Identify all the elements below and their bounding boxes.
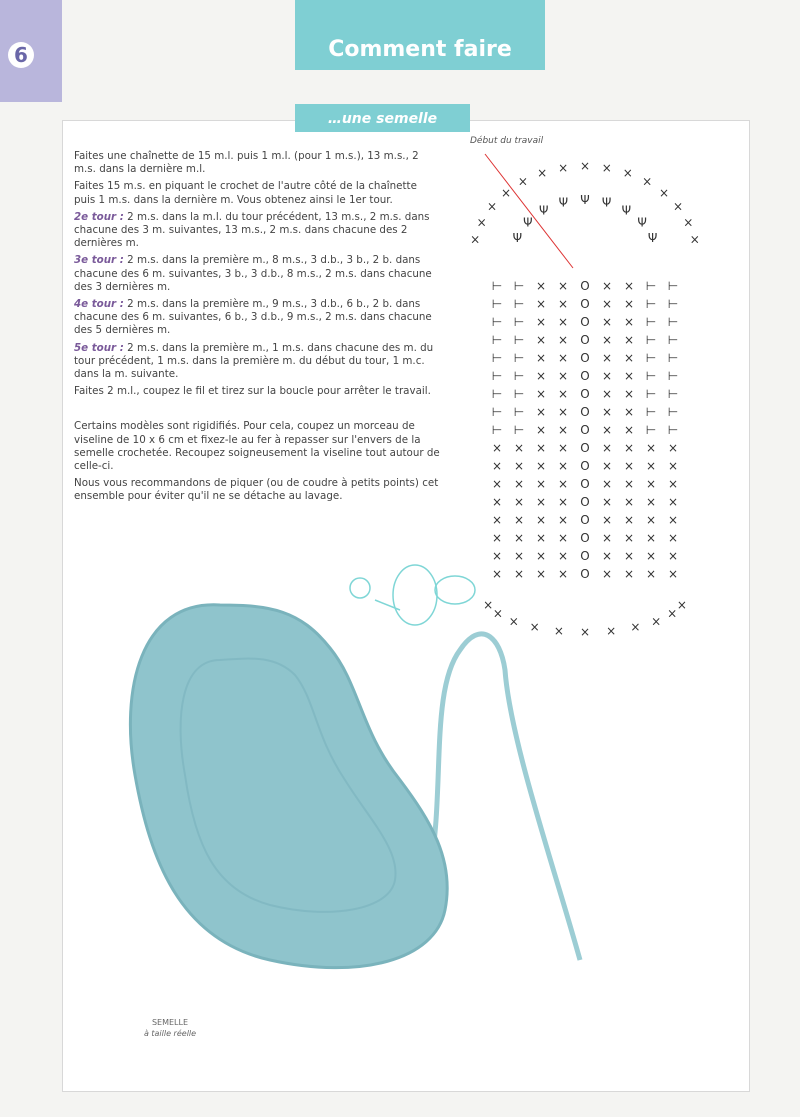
stitch-symbol: ⊢ — [667, 315, 679, 329]
stitch-symbol: × — [491, 549, 503, 563]
note-paragraph: Certains modèles sont rigidifiés. Pour cela, coupez un morceau de viseline de 10 x 6 cm et fixez-le au fer à repasser sur l'envers de la semelle crochetée. Recoupez soigneusement la viseline tout autour de celle-ci. — [74, 420, 440, 473]
stitch-symbol: ⊢ — [645, 279, 657, 293]
photo-caption — [140, 1017, 200, 1039]
stitch-symbol: × — [622, 166, 633, 180]
stitch-symbol: × — [601, 315, 613, 329]
stitch-symbol: ⊢ — [513, 351, 525, 365]
stitch-symbol: × — [557, 549, 569, 563]
instruction-paragraph — [74, 150, 440, 176]
stitch-symbol: × — [535, 369, 547, 383]
stitch-symbol: × — [557, 459, 569, 473]
stitch-symbol: Ψ — [647, 231, 658, 246]
round-label: 5e tour : — [74, 341, 124, 354]
stitch-symbol: × — [557, 513, 569, 527]
stitch-symbol: × — [535, 513, 547, 527]
stitch-symbol: × — [492, 606, 503, 621]
stitch-symbol: Ψ — [523, 215, 533, 230]
stitch-symbol: × — [623, 495, 635, 509]
stitch-symbol: ⊢ — [491, 369, 503, 383]
round-label: 2e tour : — [74, 210, 124, 223]
stitch-symbol: × — [491, 477, 503, 491]
stitch-symbol: × — [535, 531, 547, 545]
stitch-symbol: × — [535, 459, 547, 473]
stitch-symbol: × — [557, 423, 569, 437]
stitch-symbol: O — [580, 315, 590, 329]
stitch-symbol: O — [580, 333, 590, 347]
instruction-text: 2 m.s. dans la première m., 9 m.s., 3 d.b., 6 b., 2 b. dans chacune des 6 m. suivantes, 6 b., 3 d.b., 9 m.s., 2 m.s. dans chacune des 5 dernières m. — [74, 298, 432, 337]
round-label: 4e tour : — [74, 298, 124, 311]
stitch-symbol: × — [667, 567, 679, 581]
stitch-symbol: ⊢ — [513, 369, 525, 383]
stitch-symbol: × — [579, 159, 591, 173]
stitch-symbol: × — [535, 315, 547, 329]
stitch-symbol: × — [623, 477, 635, 491]
stitch-symbol: × — [623, 531, 635, 545]
stitch-symbol: × — [667, 513, 679, 527]
stitch-symbol: × — [513, 567, 525, 581]
stitch-symbol: × — [623, 423, 635, 437]
instruction-text: 2 m.s. dans la première m., 8 m.s., 3 d.b., 3 b., 2 b. dans chacune des 6 m. suivantes, 3 b., 3 d.b., 8 m.s., 2 m.s. dans chacune des 3 dernières m. — [74, 254, 432, 293]
stitch-symbol: ⊢ — [667, 423, 679, 437]
stitch-symbol: Ψ — [558, 195, 569, 210]
stitch-symbol: ⊢ — [491, 297, 503, 311]
round-label: 3e tour : — [74, 254, 124, 267]
stitch-symbol: × — [491, 531, 503, 545]
stitch-symbol: × — [601, 160, 612, 175]
stitch-symbol: × — [623, 333, 635, 347]
stitch-symbol: O — [580, 513, 590, 527]
stitch-symbol: ⊢ — [491, 405, 503, 419]
stitch-symbol: × — [683, 215, 694, 230]
stitch-symbol: × — [676, 597, 687, 612]
stitch-symbol: × — [623, 405, 635, 419]
stitch-symbol: ⊢ — [491, 423, 503, 437]
stitch-symbol: × — [645, 567, 657, 581]
stitch-symbol: × — [601, 405, 613, 419]
stitch-symbol: ⊢ — [645, 315, 657, 329]
stitch-symbol: ⊢ — [645, 351, 657, 365]
stitch-symbol: O — [580, 405, 590, 419]
instruction-paragraph — [74, 385, 440, 398]
stitch-symbol: × — [667, 495, 679, 509]
stitch-symbol: ⊢ — [513, 315, 525, 329]
stitch-symbol: × — [517, 174, 528, 189]
stitch-symbol: × — [557, 405, 569, 419]
stitch-symbol: × — [535, 423, 547, 437]
stitch-symbol: ⊢ — [491, 351, 503, 365]
stitch-symbol: ⊢ — [491, 279, 503, 293]
instruction-text: Faites 15 m.s. en piquant le crochet de l'autre côté de la chaînette puis 1 m.s. dans la dernière m. Vous obtenez ainsi le 1er tour. — [74, 180, 417, 206]
stitch-symbol: × — [645, 513, 657, 527]
stitch-symbol: × — [513, 441, 525, 455]
stitch-symbol: × — [642, 174, 653, 189]
stitch-symbol: × — [535, 549, 547, 563]
stitch-symbol: ⊢ — [645, 387, 657, 401]
stitch-symbol: × — [651, 614, 662, 629]
stitch-symbol: ⊢ — [667, 405, 679, 419]
stitch-symbol: ⊢ — [513, 405, 525, 419]
stitch-symbol: × — [623, 441, 635, 455]
stitch-symbol: O — [580, 459, 590, 473]
stitch-symbol: × — [491, 567, 503, 581]
stitch-symbol: × — [557, 441, 569, 455]
instruction-paragraph — [74, 211, 440, 251]
stitch-symbol: O — [580, 297, 590, 311]
stitch-symbol: × — [535, 567, 547, 581]
stitch-symbol: × — [557, 279, 569, 293]
stitch-symbol: ⊢ — [513, 387, 525, 401]
stitch-symbol: O — [580, 531, 590, 545]
stitch-symbol: × — [535, 405, 547, 419]
stitch-symbol: Ψ — [601, 195, 612, 210]
stitch-symbol: × — [623, 567, 635, 581]
stitch-symbol: × — [557, 567, 569, 581]
stitch-symbol: ⊢ — [645, 369, 657, 383]
stitch-symbol: × — [623, 297, 635, 311]
stitch-symbol: × — [623, 279, 635, 293]
stitch-symbol: × — [630, 620, 641, 635]
stitch-symbol: × — [579, 625, 591, 639]
stitch-symbol: O — [580, 441, 590, 455]
stitch-symbol: O — [580, 423, 590, 437]
stitch-symbol: ⊢ — [667, 279, 679, 293]
stitch-symbol: × — [470, 232, 481, 247]
stitch-symbol: × — [623, 513, 635, 527]
stitch-symbol: × — [623, 387, 635, 401]
yarn-tail — [430, 634, 580, 960]
stitch-symbol: × — [557, 531, 569, 545]
instruction-text: 2 m.s. dans la première m., 1 m.s. dans chacune des m. du tour précédent, 1 m.s. dans la première m. du début du tour, 1 m.c. dans la m. suivante. — [74, 341, 434, 381]
stitch-symbol: ⊢ — [491, 333, 503, 347]
stitch-symbol: × — [513, 549, 525, 563]
stitch-symbol: ⊢ — [645, 405, 657, 419]
stitch-symbol: × — [535, 279, 547, 293]
stitch-symbol: O — [580, 279, 590, 293]
stitch-symbol: × — [535, 351, 547, 365]
note-paragraph: Nous vous recommandons de piquer (ou de coudre à petits points) cet ensemble pour éviter qu'il ne se détache au lavage. — [74, 477, 439, 503]
stitch-symbol: × — [513, 531, 525, 545]
instructions-text — [74, 150, 440, 508]
stitch-symbol: O — [580, 477, 590, 491]
stitch-symbol: × — [557, 297, 569, 311]
stitch-symbol: × — [601, 351, 613, 365]
stitch-symbol: × — [557, 477, 569, 491]
stitch-symbol: × — [491, 513, 503, 527]
stitch-symbol: × — [601, 387, 613, 401]
stitch-symbol: × — [601, 477, 613, 491]
stitch-symbol: × — [491, 495, 503, 509]
stitch-symbol: ⊢ — [667, 351, 679, 365]
stitch-symbol: × — [558, 160, 569, 175]
stitch-symbol: × — [513, 459, 525, 473]
stitch-symbol: O — [580, 369, 590, 383]
instruction-text: Faites 2 m.l., coupez le fil et tirez sur la boucle pour arrêter le travail. — [74, 385, 431, 398]
stitch-symbol: × — [667, 531, 679, 545]
caption-title: SEMELLE — [151, 1018, 189, 1027]
stitch-symbol: × — [606, 623, 617, 638]
stitch-symbol: O — [580, 567, 590, 581]
stitch-symbol: × — [601, 441, 613, 455]
stitch-symbol: ⊢ — [667, 297, 679, 311]
stitch-symbol: × — [645, 531, 657, 545]
stitch-symbol: × — [491, 459, 503, 473]
page-title: Comment faire — [295, 0, 545, 70]
stitch-symbol: × — [689, 232, 700, 247]
stitch-symbol: ⊢ — [667, 369, 679, 383]
stitch-symbol: Ψ — [621, 203, 632, 218]
stitch-symbol: × — [623, 549, 635, 563]
stitch-symbol: × — [476, 215, 487, 230]
stitch-symbol: ⊢ — [491, 315, 503, 329]
instruction-paragraph — [74, 342, 440, 382]
section-subtitle: …une semelle — [295, 104, 470, 132]
stitch-symbol: × — [601, 459, 613, 473]
stitch-symbol: × — [557, 315, 569, 329]
stitch-symbol: × — [557, 387, 569, 401]
stitch-symbol: × — [645, 495, 657, 509]
stitch-symbol: × — [645, 459, 657, 473]
stitch-symbol: × — [535, 333, 547, 347]
stitch-symbol: × — [500, 185, 512, 200]
page-number-tab — [0, 0, 62, 102]
stitch-symbol: ⊢ — [667, 333, 679, 347]
stitch-symbol: × — [645, 549, 657, 563]
stitch-symbol: × — [513, 495, 525, 509]
stitch-symbol: × — [601, 495, 613, 509]
stitch-symbol: Ψ — [512, 231, 523, 246]
stitch-symbol: × — [535, 477, 547, 491]
stitch-symbol: O — [580, 549, 590, 563]
stitch-symbol: ⊢ — [645, 423, 657, 437]
stitch-symbol: × — [553, 623, 564, 638]
instruction-text: 2 m.s. dans la m.l. du tour précédent, 13 m.s., 2 m.s. dans chacune des 3 m. suivantes, 13 m.s., 2 m.s. dans chacune des 2 dernières m. — [74, 210, 430, 250]
caption-subtitle: à taille réelle — [143, 1029, 197, 1038]
stitch-symbol: Ψ — [538, 203, 549, 218]
stitch-symbol: × — [667, 549, 679, 563]
stitch-symbol: ⊢ — [513, 297, 525, 311]
stitch-symbol: ⊢ — [513, 333, 525, 347]
stitch-symbol: × — [483, 597, 494, 612]
stitch-symbol: × — [601, 549, 613, 563]
stitch-symbol: ⊢ — [645, 333, 657, 347]
stitch-symbol: × — [601, 369, 613, 383]
stitch-symbol: × — [557, 351, 569, 365]
stitch-symbol: × — [623, 315, 635, 329]
stitch-symbol: O — [580, 351, 590, 365]
stitch-symbol: × — [557, 495, 569, 509]
stitch-symbol: × — [491, 441, 503, 455]
instruction-paragraph — [74, 254, 440, 294]
turtle-illustration — [350, 565, 475, 625]
stitch-symbol: × — [535, 297, 547, 311]
stitch-symbol: × — [537, 166, 548, 180]
stitch-symbol: × — [513, 513, 525, 527]
stitch-symbol: Ψ — [637, 215, 647, 230]
stitch-symbol: ⊢ — [513, 279, 525, 293]
stitch-symbol: × — [535, 441, 547, 455]
stitch-symbol: × — [535, 495, 547, 509]
stitch-symbol: × — [557, 369, 569, 383]
instruction-paragraph — [74, 180, 440, 206]
stitch-symbol: × — [667, 459, 679, 473]
stitch-symbol: × — [557, 333, 569, 347]
stitch-symbol: × — [486, 199, 498, 214]
stitch-symbol: × — [601, 333, 613, 347]
stitch-symbol: O — [580, 495, 590, 509]
stitch-symbol: × — [645, 477, 657, 491]
stitch-symbol: × — [601, 513, 613, 527]
stitch-symbol: × — [601, 297, 613, 311]
stitch-symbol: × — [601, 279, 613, 293]
stitch-symbol: O — [580, 387, 590, 401]
stitch-symbol: × — [667, 441, 679, 455]
sole-photo — [100, 560, 600, 1020]
stitch-symbol: × — [601, 531, 613, 545]
instruction-paragraph — [74, 298, 440, 338]
crocheted-sole — [130, 605, 447, 968]
stitch-symbol: × — [601, 567, 613, 581]
stitch-symbol: × — [667, 606, 678, 621]
stitch-symbol: × — [645, 441, 657, 455]
stitch-symbol: × — [623, 369, 635, 383]
stitch-symbol: × — [667, 477, 679, 491]
stitch-symbol: × — [529, 620, 540, 635]
stitch-symbol: ⊢ — [491, 387, 503, 401]
instruction-text: Faites une chaînette de 15 m.l. puis 1 m.l. (pour 1 m.s.), 13 m.s., 2 m.s. dans la dernière m.l. — [74, 150, 419, 176]
stitch-symbol: ⊢ — [513, 423, 525, 437]
stitch-symbol: × — [535, 387, 547, 401]
page-number: 6 — [8, 42, 34, 68]
stitch-symbol: × — [623, 351, 635, 365]
stitch-symbol: × — [513, 477, 525, 491]
stitch-symbol: × — [601, 423, 613, 437]
stitch-symbol: × — [658, 185, 670, 200]
stitch-symbol: × — [672, 199, 684, 214]
stitch-symbol: × — [623, 459, 635, 473]
stitch-symbol: × — [508, 614, 519, 629]
stitch-symbol: ⊢ — [667, 387, 679, 401]
diagram-start-label: Début du travail — [470, 136, 544, 146]
stitch-symbol: Ψ — [580, 193, 590, 207]
stitch-symbol: ⊢ — [645, 297, 657, 311]
